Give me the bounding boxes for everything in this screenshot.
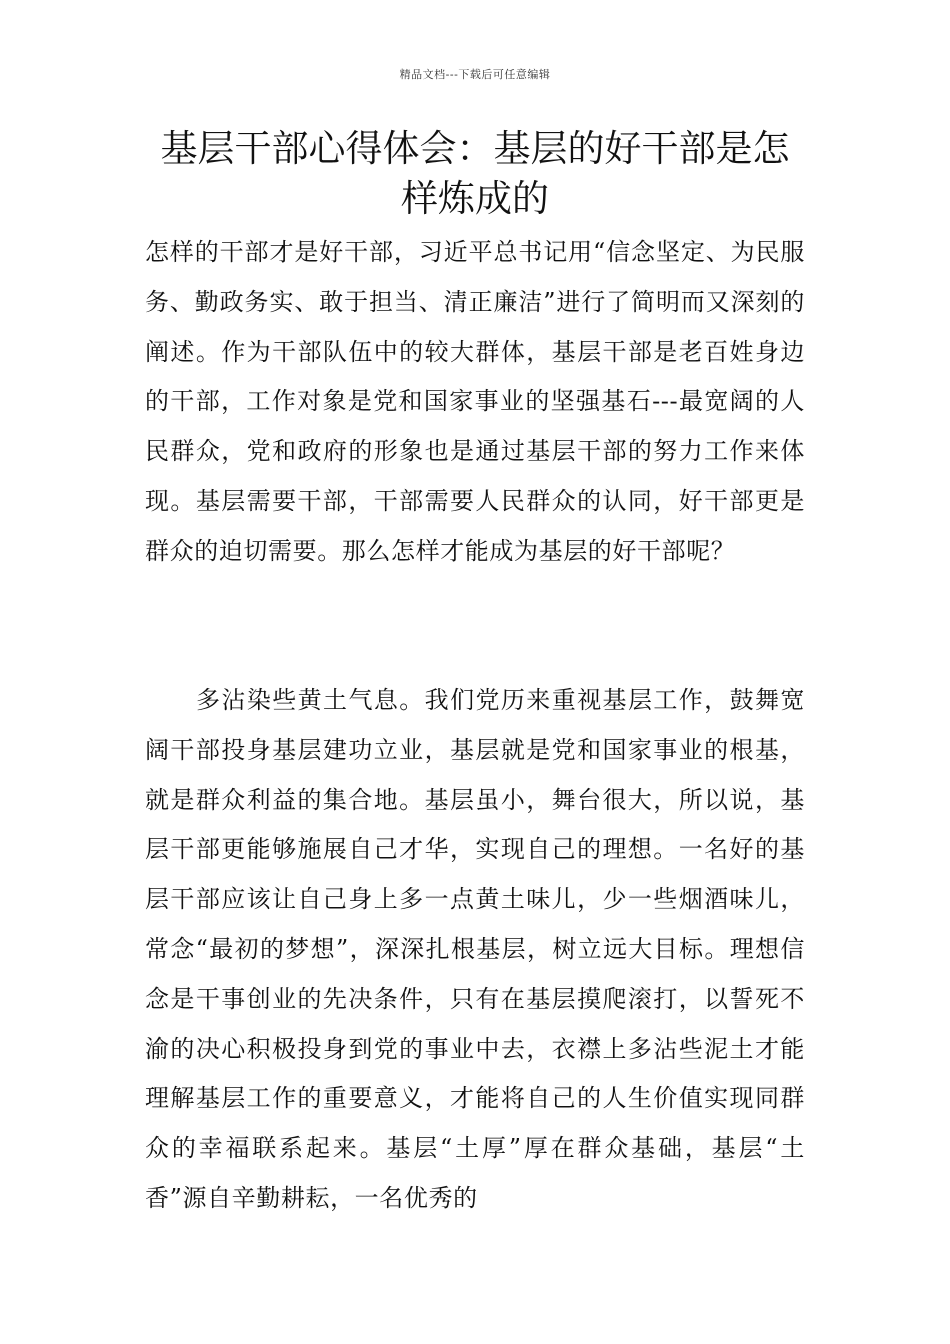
document-title: 基层干部心得体会：基层的好干部是怎样炼成的 [160,127,790,220]
header-note: 精品文档---下载后可任意编辑 [399,68,551,81]
paragraph-yellow-earth: 多沾染些黄土气息。我们党历来重视基层工作，鼓舞宽阔干部投身基层建功立业，基层就是党和国家事业的根基，就是群众利益的集合地。基层虽小，舞台很大，所以说，基层干部更能够施展自己才华，实现自己的理想。一名好的基层干部应该让自己身上多一点黄土味儿，少一些烟酒味儿，常念“最初的梦想”，深深扎根基层，树立远大目标。理想信念是干事创业的先决条件，只有在基层摸爬滚打，以誓死不渝的决心积极投身到党的事业中去，衣襟上多沾些泥土才能理解基层工作的重要意义，才能将自己的人生价值实现同群众的幸福联系起来。基层“土厚”厚在群众基础，基层“土香”源自辛勤耕耘，一名优秀的 [145,686,805,1212]
paragraph-intro: 怎样的干部才是好干部，习近平总书记用“信念坚定、为民服务、勤政务实、敢于担当、清正廉洁”进行了简明而又深刻的阐述。作为干部队伍中的较大群体，基层干部是老百姓身边的干部，工作对象是党和国家事业的坚强基石---最宽阔的人民群众，党和政府的形象也是通过基层干部的努力工作来体现。基层需要干部，干部需要人民群众的认同，好干部更是群众的迫切需要。那么怎样才能成为基层的好干部呢？ [145,238,805,565]
